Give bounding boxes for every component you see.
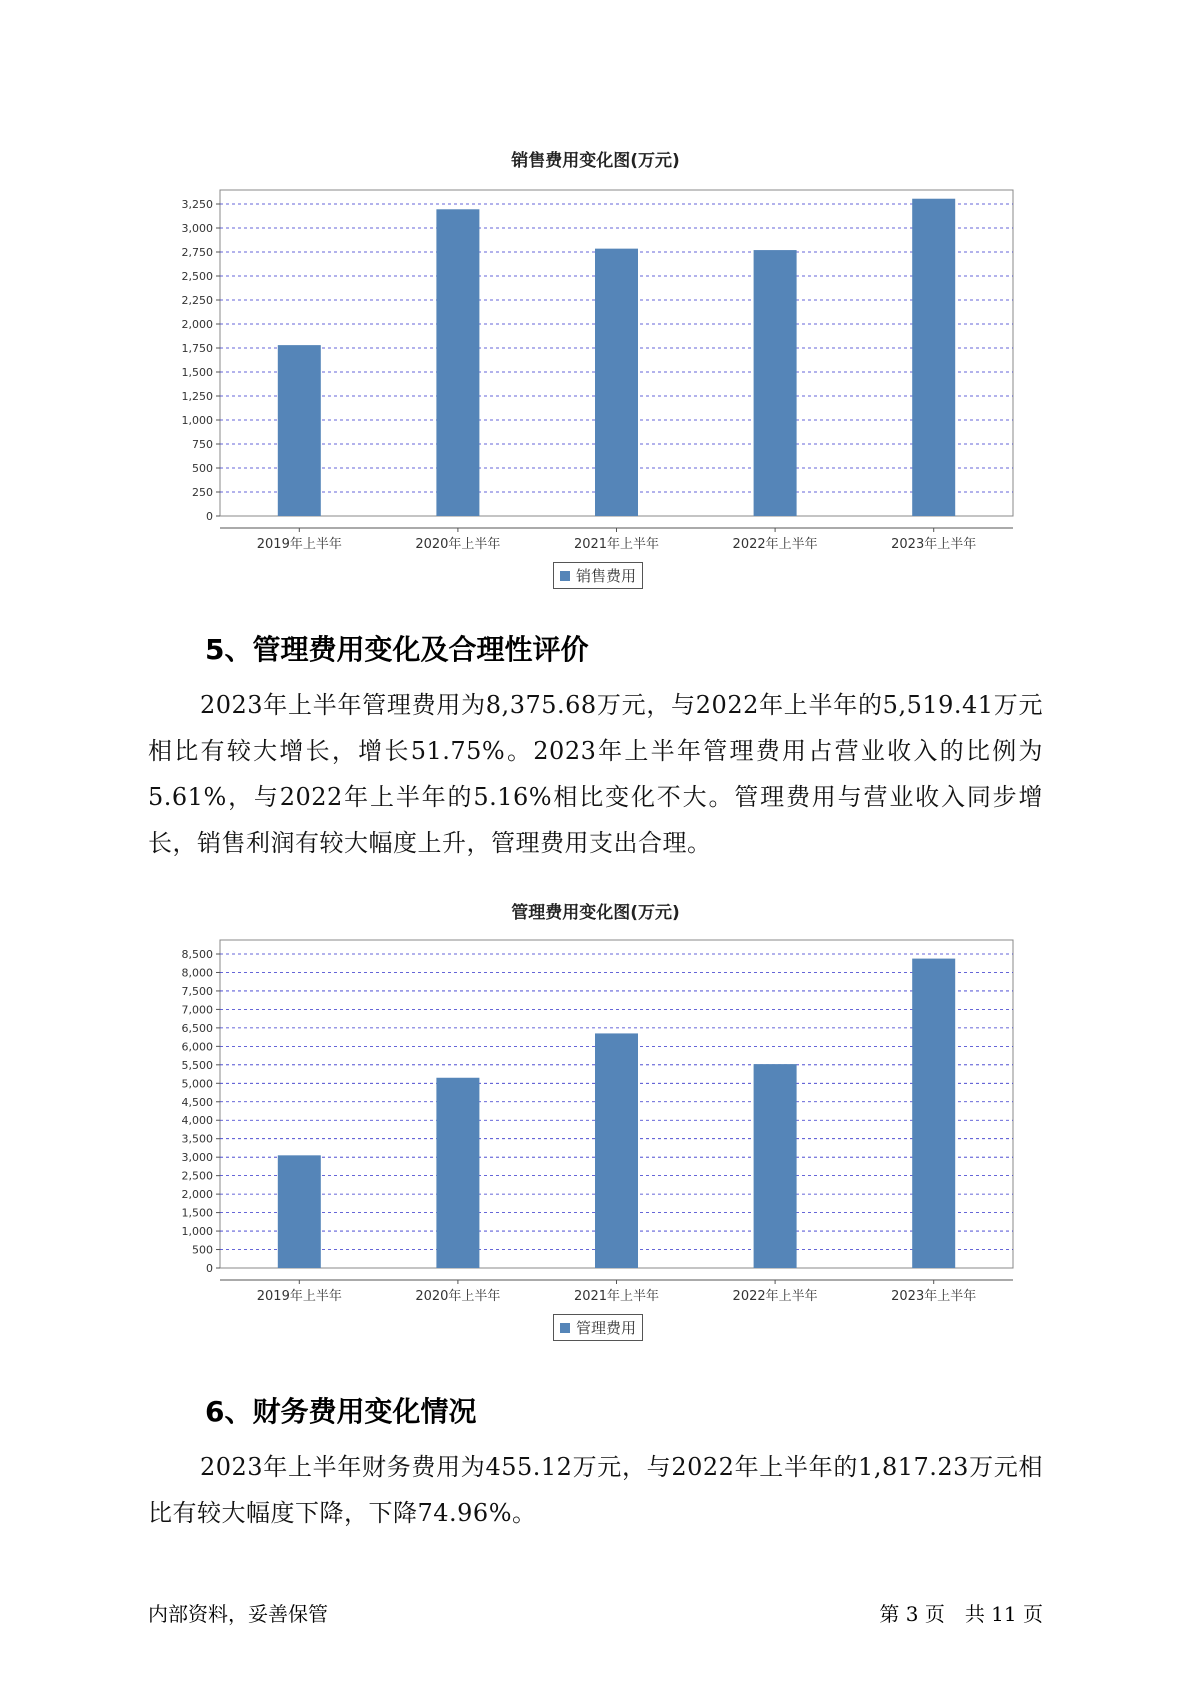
y-tick-label: 5,000 bbox=[181, 1077, 213, 1091]
y-tick-label: 4,500 bbox=[181, 1095, 213, 1109]
y-tick-label: 500 bbox=[192, 462, 213, 475]
chart-title: 管理费用变化图(万元) bbox=[511, 903, 680, 923]
legend-swatch bbox=[560, 1323, 570, 1333]
y-tick-label: 3,000 bbox=[181, 222, 213, 235]
y-tick-label: 2,000 bbox=[181, 318, 213, 331]
section-heading: 5、管理费用变化及合理性评价 bbox=[205, 633, 589, 666]
y-tick-label: 2,250 bbox=[181, 294, 213, 307]
x-tick-label: 2021年上半年 bbox=[573, 1289, 660, 1304]
y-tick-label: 6,500 bbox=[181, 1021, 213, 1035]
legend-label: 管理费用 bbox=[576, 1319, 637, 1337]
y-tick-label: 8,500 bbox=[181, 948, 213, 961]
y-tick-label: 0 bbox=[206, 1262, 213, 1275]
y-tick-label: 5,500 bbox=[181, 1058, 213, 1072]
y-tick-label: 1,500 bbox=[181, 1206, 213, 1220]
x-tick-label: 2023年上半年 bbox=[891, 1289, 977, 1304]
y-tick-label: 2,500 bbox=[181, 270, 213, 283]
footer-page-number: 第 3 页 共 11 页 bbox=[879, 1602, 1043, 1626]
section-paragraph: 2023年上半年财务费用为455.12万元，与2022年上半年的1,817.23万元相比有较大幅度下降，下降74.96%。 bbox=[148, 1453, 1043, 1527]
y-tick-label: 500 bbox=[192, 1243, 213, 1257]
y-tick-label: 6,000 bbox=[181, 1040, 213, 1054]
x-tick-label: 2020年上半年 bbox=[415, 537, 501, 552]
section-heading: 6、财务费用变化情况 bbox=[205, 1395, 477, 1428]
x-tick-label: 2020年上半年 bbox=[415, 1289, 501, 1304]
legend-label: 销售费用 bbox=[576, 567, 637, 585]
y-tick-label: 1,000 bbox=[181, 414, 213, 427]
y-tick-label: 7,500 bbox=[181, 984, 213, 998]
chart-title: 销售费用变化图(万元) bbox=[511, 151, 680, 171]
x-tick-label: 2019年上半年 bbox=[256, 537, 342, 552]
bar bbox=[595, 1033, 638, 1268]
y-tick-label: 1,500 bbox=[181, 366, 213, 379]
y-tick-label: 2,500 bbox=[181, 1169, 213, 1183]
bar bbox=[754, 1064, 797, 1268]
y-tick-label: 3,250 bbox=[181, 198, 213, 211]
x-tick-label: 2021年上半年 bbox=[573, 537, 660, 552]
bar bbox=[278, 1155, 321, 1268]
y-tick-label: 7,000 bbox=[181, 1003, 213, 1017]
y-tick-label: 1,750 bbox=[181, 342, 213, 355]
y-tick-label: 4,000 bbox=[181, 1114, 213, 1128]
bar bbox=[912, 959, 955, 1268]
y-tick-label: 1,000 bbox=[181, 1225, 213, 1239]
y-tick-label: 2,750 bbox=[181, 246, 213, 259]
y-tick-label: 3,000 bbox=[181, 1151, 213, 1165]
x-tick-label: 2023年上半年 bbox=[891, 537, 977, 552]
y-tick-label: 250 bbox=[192, 486, 213, 499]
section-paragraph: 2023年上半年管理费用为8,375.68万元，与2022年上半年的5,519.41万元相比有较大增长，增长51.75%。2023年上半年管理费用占营业收入的比例为5.61%，与2022年上半年的5.16%相比变化不大。管理费用与营业收入同步增长，销售利润有较大幅度上升，管理费用支出合理。 bbox=[148, 691, 1043, 857]
x-tick-label: 2019年上半年 bbox=[256, 1289, 342, 1304]
footer-confidential-note: 内部资料，妥善保管 bbox=[148, 1602, 328, 1626]
y-tick-label: 750 bbox=[192, 438, 213, 451]
y-tick-label: 8,000 bbox=[181, 966, 213, 980]
y-tick-label: 0 bbox=[206, 510, 213, 523]
x-tick-label: 2022年上半年 bbox=[732, 1289, 818, 1304]
y-tick-label: 1,250 bbox=[181, 390, 213, 403]
bar bbox=[436, 1078, 479, 1268]
y-tick-label: 3,500 bbox=[181, 1132, 213, 1146]
x-tick-label: 2022年上半年 bbox=[732, 537, 818, 552]
chart-legend bbox=[553, 1314, 643, 1341]
y-tick-label: 2,000 bbox=[181, 1188, 213, 1202]
